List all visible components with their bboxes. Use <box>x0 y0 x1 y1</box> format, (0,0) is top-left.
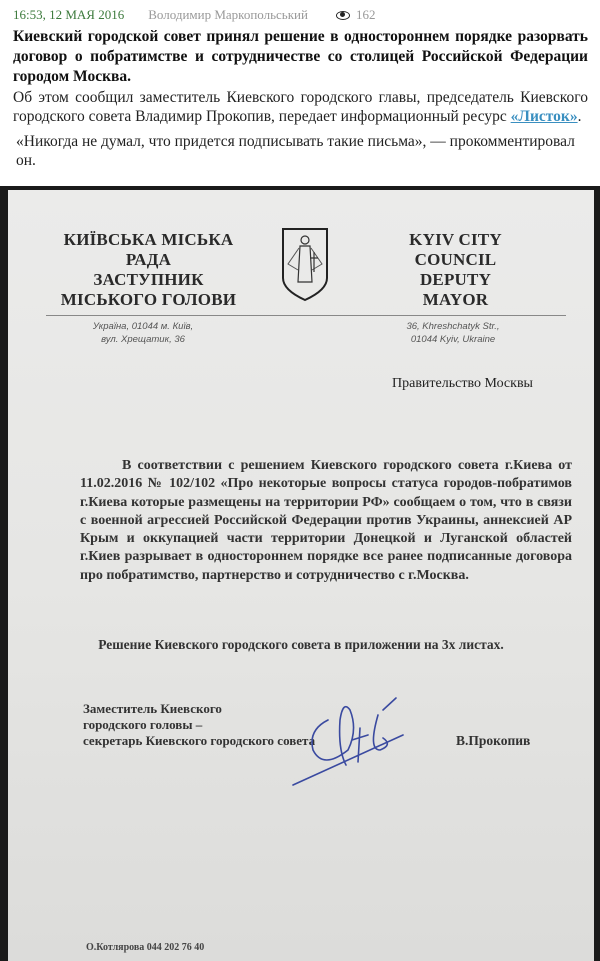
letter-photo <box>0 186 600 961</box>
letter-footer-contact: О.Котлярова 044 202 76 40 <box>86 942 205 953</box>
letterhead-line: КИЇВСЬКА МІСЬКА РАДА <box>63 230 234 269</box>
letterhead-line: DEPUTY <box>419 270 492 289</box>
letterhead-line: МІСЬКОГО ГОЛОВИ <box>60 290 237 309</box>
author-link[interactable]: Володимир Маркопольський <box>148 7 308 22</box>
publish-date: 16:53, 12 МАЯ 2016 <box>13 7 125 22</box>
address-line: вул. Хрещатик, 36 <box>101 334 185 345</box>
article-body-text: Об этом сообщил заместитель Киевского городского главы, председатель Киевского городского совета Владимир Прокопив, передает информационный ресурс <box>13 89 588 125</box>
handwritten-signature <box>288 690 408 790</box>
signer-title-line: Заместитель Киевского <box>83 701 222 716</box>
signer-title-line: секретарь Киевского городского совета <box>83 733 316 748</box>
address-english <box>393 320 513 346</box>
letter-paragraph: В соответствии с решением Киевского городского совета г.Киева от 11.02.2016 № 102/102 «Про некоторые вопросы статуса городов-побратимов г.Киева которые размещены на территории РФ» сообщаем о том, что в связи с военной агрессией Российской Федерации против Украины, аннексией АР Крым и оккупацией части территории Донецкой и Луганской областей г.Киев разрывает в одностороннем порядке все ранее подписанные договора про побратимство, партнерство и сотрудничество с г.Москва. <box>80 458 572 583</box>
article-body: Об этом сообщил заместитель Киевского городского главы, председатель Киевского городского совета Владимир Прокопив, передает информационный ресурс «Листок». <box>13 89 588 125</box>
article-quote: «Никогда не думал, что придется подписывать такие письма», — прокомментировал он. <box>16 133 575 169</box>
letterhead-divider <box>46 315 566 316</box>
address-line: 36, Khreshchatyk Str., <box>406 321 500 332</box>
signer-name: В.Прокопив <box>456 733 531 748</box>
article-meta <box>13 5 588 25</box>
letterhead-english <box>373 230 538 310</box>
eye-icon <box>336 11 350 20</box>
letterhead-ukrainian <box>41 230 256 310</box>
view-count-value: 162 <box>355 7 376 22</box>
article-headline: Киевский городской совет принял решение в одностороннем порядке разорвать договор о побратимстве и сотрудничестве со столицей Российской Федерации городом Москва. <box>13 28 588 85</box>
signer-title <box>83 701 315 749</box>
address-line: 01044 Kyiv, Ukraine <box>410 334 496 345</box>
address-ukrainian <box>78 320 208 346</box>
letterhead-line: ЗАСТУПНИК <box>93 270 204 289</box>
letter-paper <box>8 190 594 961</box>
address-line: Україна, 01044 м. Київ, <box>92 321 194 332</box>
signer-title-line: городского головы – <box>83 717 203 732</box>
view-count <box>336 7 376 23</box>
letter-recipient: Правительство Москвы <box>392 376 533 391</box>
letter-attachment-note: Решение Киевского городского совета в приложении на 3х листах. <box>98 637 504 652</box>
kyiv-coat-of-arms-icon <box>280 226 330 302</box>
letterhead-line: KYIV CITY COUNCIL <box>409 230 502 269</box>
article-header <box>0 0 600 186</box>
source-link[interactable]: «Листок» <box>510 108 578 125</box>
letterhead-line: MAYOR <box>422 290 489 309</box>
